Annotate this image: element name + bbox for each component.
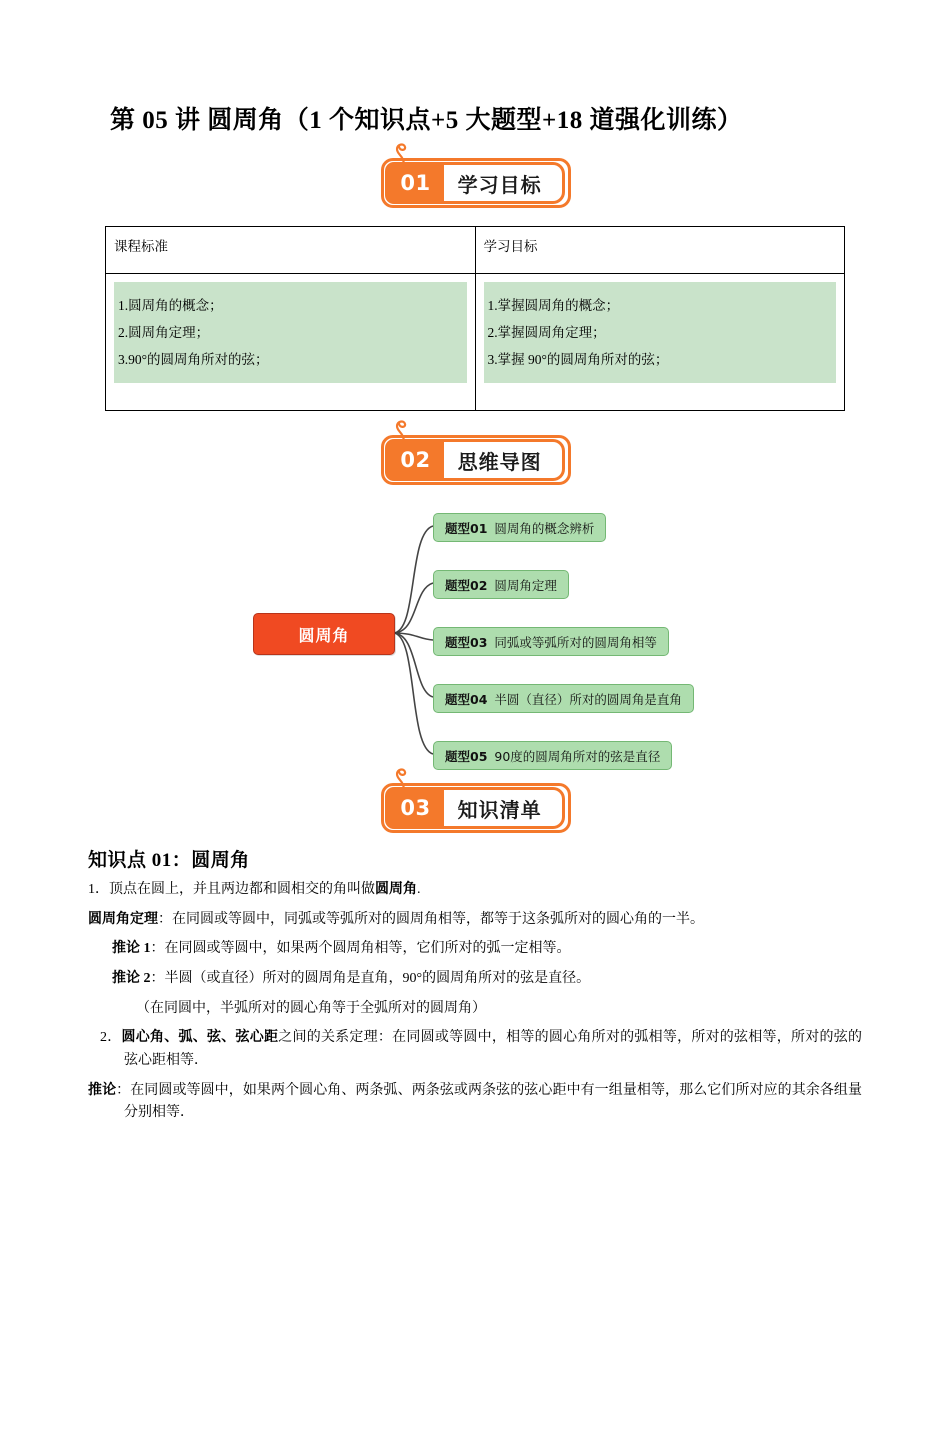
section-banner-02 [88, 439, 862, 481]
standard-item-2: 2.圆周角定理； [118, 325, 210, 340]
corollary-1-line [88, 938, 862, 961]
corollary-2-label: 推论 2 [112, 971, 151, 987]
standard-item-1: 1.圆周角的概念； [118, 298, 223, 313]
section-banner-03 [88, 787, 862, 829]
knowledge-line-1-end: . [417, 882, 421, 897]
mindmap-node-1-id: 题型01 [445, 520, 488, 536]
mindmap [88, 493, 862, 793]
mindmap-node-1 [433, 513, 606, 542]
knowledge-note: （在同圆中，半弧所对的圆心角等于全弧所对的圆周角） [136, 1000, 486, 1016]
mindmap-node-4-text: 半圆（直径）所对的圆周角是直角 [494, 691, 682, 707]
section-number: 02 [385, 439, 443, 481]
goal-item-2: 2.掌握圆周角定理； [487, 325, 606, 340]
table-header-row [106, 227, 845, 274]
corollary-1-label: 推论 1 [112, 941, 151, 957]
corollary-3-label: 推论 [88, 1082, 117, 1098]
mindmap-node-2-id: 题型02 [445, 577, 488, 593]
mindmap-node-3-id: 题型03 [445, 634, 488, 650]
corollary-2-text: ：半圆（或直径）所对的圆周角是直角，90°的圆周角所对的弦是直径。 [150, 971, 591, 987]
corollary-3-text: ：在同圆或等圆中，如果两个圆心角、两条弧、两条弦或两条弦的弦心距中有一组量相等，那么它们所对应的其余各组量分别相等． [116, 1082, 863, 1121]
knowledge-point-heading: 知识点 01：圆周角 [88, 850, 250, 871]
document-page [0, 100, 950, 1444]
objectives-table [105, 226, 845, 411]
mindmap-node-3 [433, 627, 669, 656]
knowledge-item-2 [88, 1027, 862, 1072]
section-number: 01 [385, 162, 443, 204]
ribbon-tail-icon [391, 766, 417, 792]
corollary-1-text: ：在同圆或等圆中，如果两个圆周角相等，它们所对的弧一定相等。 [150, 941, 571, 957]
standard-item-3: 3.90°的圆周角所对的弦； [118, 352, 269, 367]
section-label: 思维导图 [444, 439, 565, 481]
table-body-row [106, 274, 845, 411]
knowledge-item-2-bold: 圆心角、弧、弦、弦心距 [121, 1030, 279, 1046]
mindmap-node-2 [433, 570, 569, 599]
corollary-2-line [88, 968, 862, 991]
ribbon-tail-icon [391, 141, 417, 167]
mindmap-node-5-text: 90度的圆周角所对的弦是直径 [494, 748, 661, 764]
corollary-3-line [88, 1080, 862, 1125]
knowledge-line-1-text: 1．顶点在圆上，并且两边都和圆相交的角叫做 [88, 882, 375, 897]
knowledge-line-1-bold: 圆周角 [375, 882, 417, 897]
section-label: 知识清单 [444, 787, 565, 829]
theorem-line [88, 909, 862, 932]
goal-item-1: 1.掌握圆周角的概念； [487, 298, 620, 313]
page-title: 第 05 讲 圆周角（1 个知识点+5 大题型+18 道强化训练） [110, 107, 743, 134]
mindmap-node-5 [433, 741, 672, 770]
table-cell-goals [475, 274, 845, 411]
mindmap-node-4 [433, 684, 694, 713]
section-banner-01 [88, 162, 862, 204]
mindmap-node-4-id: 题型04 [445, 691, 488, 707]
table-header-cell-goals: 学习目标 [475, 227, 845, 274]
section-number: 03 [385, 787, 443, 829]
knowledge-item-2-text: 之间的关系定理：在同圆或等圆中，相等的圆心角所对的弧相等，所对的弦相等，所对的弦的弦心距相等． [124, 1030, 863, 1069]
theorem-text: ：在同圆或等圆中，同弧或等弧所对的圆周角相等，都等于这条弧所对的圆心角的一半。 [158, 911, 704, 927]
theorem-label: 圆周角定理 [88, 911, 158, 927]
mindmap-node-1-text: 圆周角的概念辨析 [494, 520, 595, 536]
table-header-cell-standard: 课程标准 [106, 227, 476, 274]
section-label: 学习目标 [444, 162, 565, 204]
mindmap-node-3-text: 同弧或等弧所对的圆周角相等 [494, 634, 657, 650]
knowledge-item-2-number: 2． [100, 1030, 122, 1046]
table-cell-standard [106, 274, 476, 411]
mindmap-node-2-text: 圆周角定理 [494, 577, 557, 593]
knowledge-line-1 [88, 879, 862, 902]
mindmap-node-5-id: 题型05 [445, 748, 488, 764]
goal-item-3: 3.掌握 90°的圆周角所对的弦； [487, 352, 669, 367]
mindmap-root: 圆周角 [253, 613, 395, 655]
ribbon-tail-icon [391, 418, 417, 444]
